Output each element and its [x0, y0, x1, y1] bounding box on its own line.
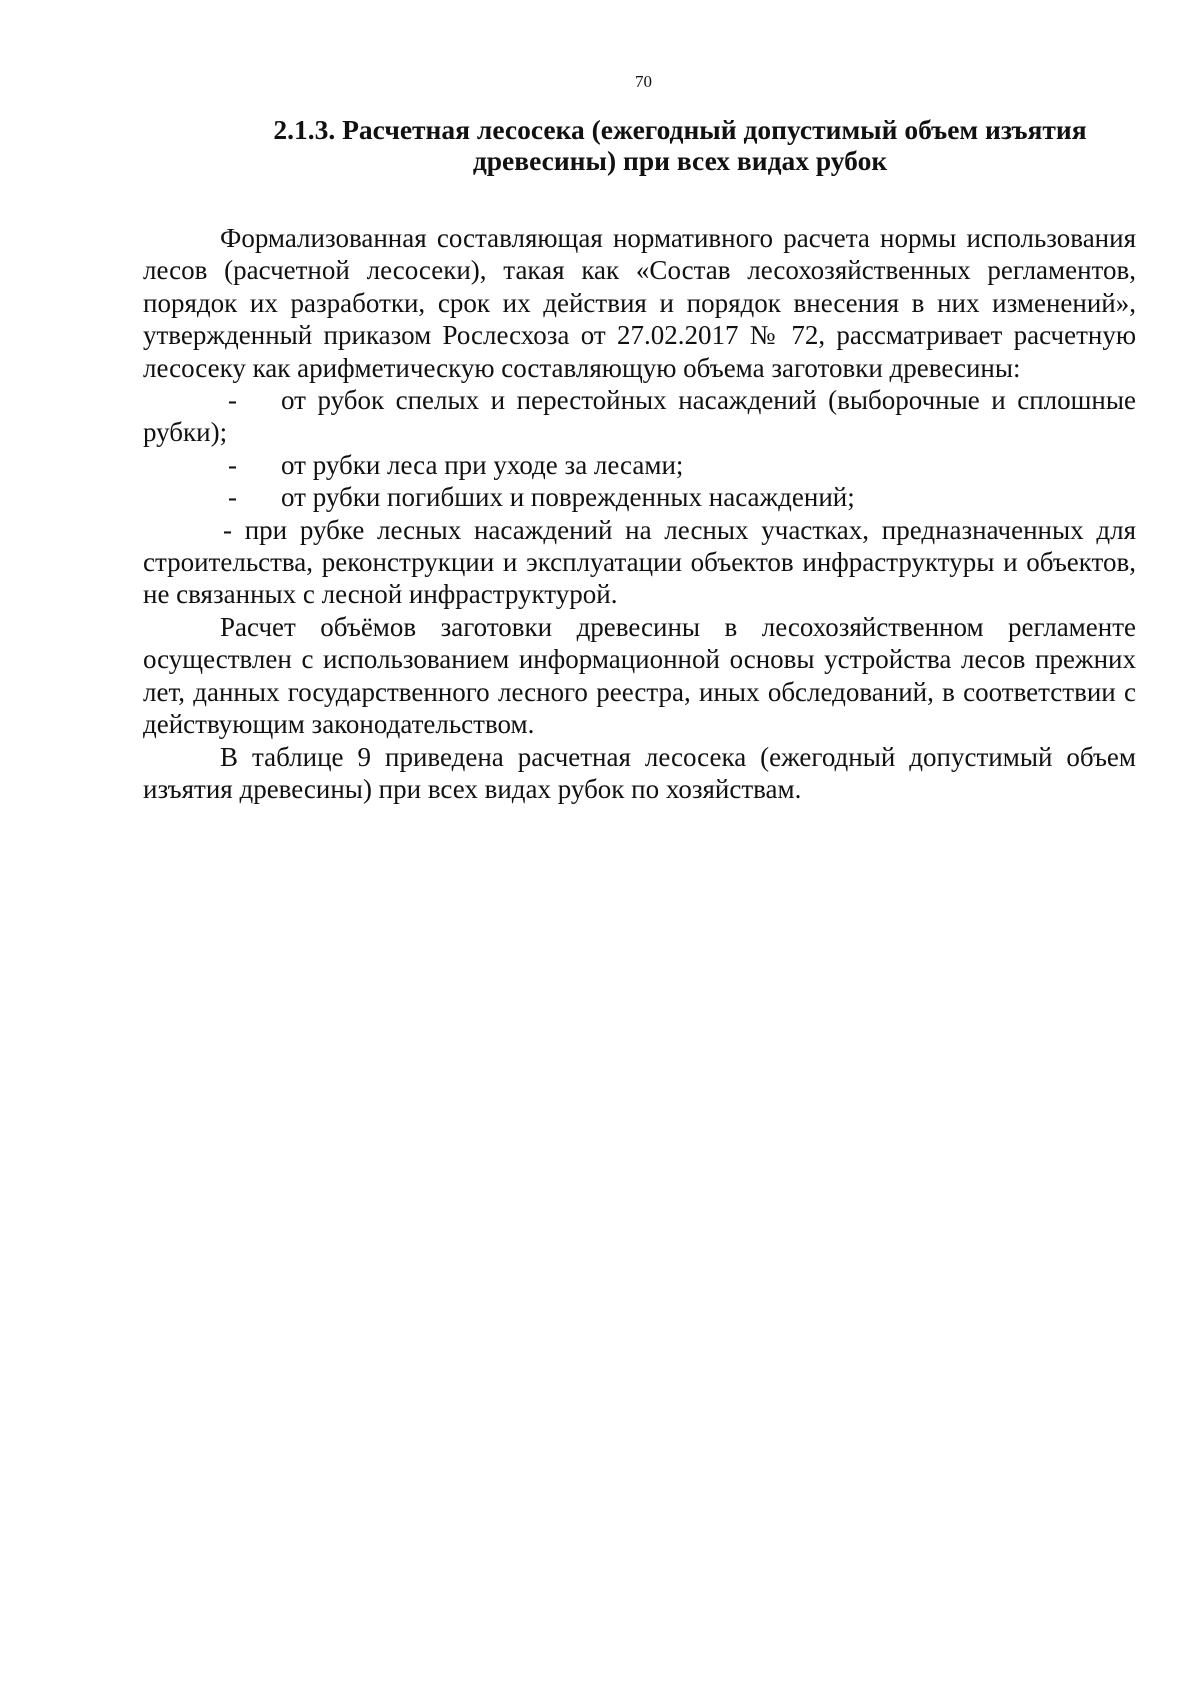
paragraph-volume-calculation: Расчет объёмов заготовки древесины в лесохозяйственном регламенте осуществлен с использованием информационной основы устройства лесов прежних лет, данных государственного лесного реестра, иных обследований, в соответствии с действующим законодательством. [143, 611, 1136, 740]
list-item-text: от рубки леса при уходе за лесами; [281, 449, 684, 480]
section-heading-line-2: древесины) при всех видах рубок [472, 145, 888, 176]
list-item-text: от рубок спелых и перестойных насаждений (выборочные и сплошные рубки); [143, 385, 1136, 448]
list-dash: - [228, 482, 237, 513]
list-item-text: от рубки погибших и поврежденных насаждений; [281, 482, 855, 513]
list-dash: - [228, 385, 237, 416]
list-item-last: - при рубке лесных насаждений на лесных участках, предназначенных для строительства, реконструкции и эксплуатации объектов инфраструктуры и объектов, не связанных с лесной инфраструктурой. [143, 514, 1136, 610]
document-body [143, 222, 1136, 805]
paragraph-table-reference: В таблице 9 приведена расчетная лесосека (ежегодный допустимый объем изъятия древесины) при всех видах рубок по хозяйствам. [143, 741, 1136, 804]
page-number: 70 [635, 72, 652, 91]
list-item [143, 481, 1136, 513]
list-dash: - [228, 449, 237, 480]
section-heading-line-1: 2.1.3. Расчетная лесосека (ежегодный допустимый объем изъятия [273, 114, 1087, 145]
list-item [143, 384, 1136, 449]
list-item [143, 449, 1136, 481]
section-heading [230, 114, 1130, 176]
intro-paragraph: Формализованная составляющая нормативного расчета нормы использования лесов (расчетной лесосеки), такая как «Состав лесохозяйственных регламентов, порядок их разработки, срок их действия и порядок внесения в них изменений», утвержденный приказом Рослесхоза от 27.02.2017 № 72, рассматривает расчетную лесосеку как арифметическую составляющую объема заготовки древесины: [143, 223, 1136, 383]
